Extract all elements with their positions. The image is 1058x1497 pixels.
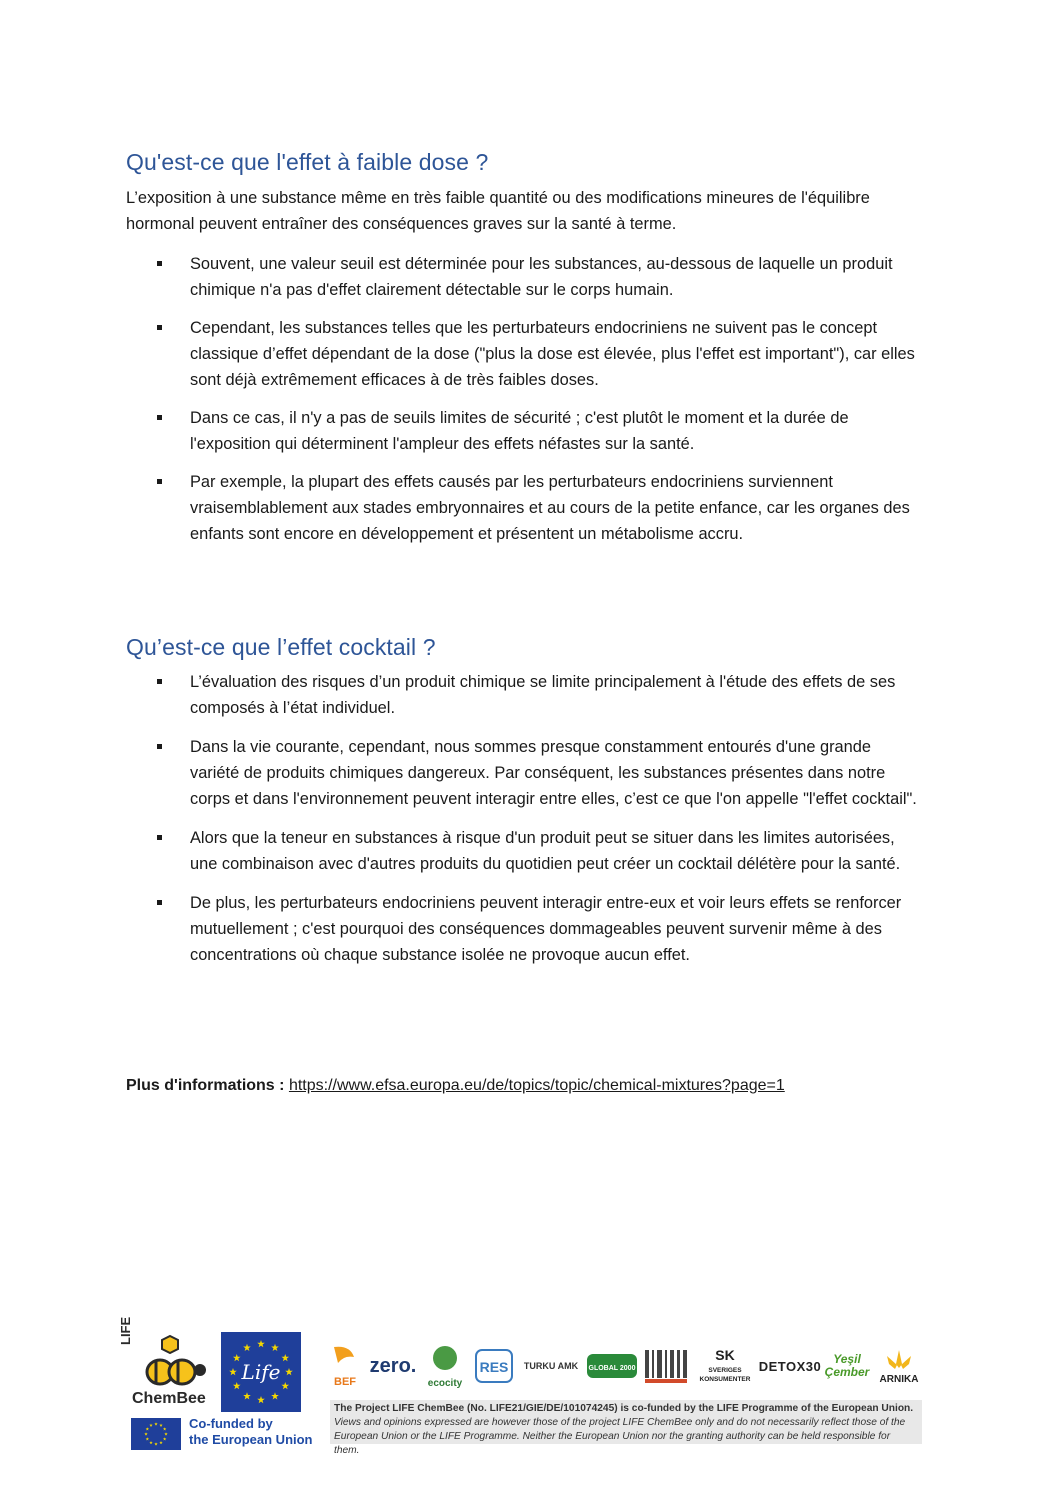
list-item-text: Souvent, une valeur seuil est déterminée pour les substances, au-dessous de laquelle un produit chimique n'a pas d'effet clairement détectable sur le corps humain. (190, 255, 893, 299)
cofunded-text (189, 1416, 313, 1448)
section-title-low-dose: Qu'est-ce que l'effet à faible dose ? (126, 149, 489, 175)
section-title-cocktail: Qu’est-ce que l’effet cocktail ? (126, 634, 436, 660)
partner-logo-yesil-cember: Yeşil Çember (824, 1352, 870, 1379)
partner-logo-sveriges (694, 1340, 756, 1392)
bullet-icon (157, 261, 162, 266)
svg-text:KONSUMENTER: KONSUMENTER (699, 1376, 751, 1383)
more-info-line (126, 1074, 785, 1098)
bullet-icon (157, 679, 162, 684)
chembee-life-label: LIFE (118, 1316, 133, 1345)
partner-logo-arnika (874, 1340, 924, 1392)
list-item (0, 405, 920, 457)
partner-logo-barcode (642, 1340, 690, 1392)
list-item (0, 315, 920, 393)
disclaimer-bold: The Project LIFE ChemBee (No. LIFE21/GIE/DE/101074245) is co-funded by the LIFE Programme of the European Union. (334, 1403, 914, 1414)
list-item (0, 669, 920, 721)
section-intro: L’exposition à une substance même en très faible quantité ou des modifications mineures de l'équilibre hormonal peuvent entraîner des conséquences graves sur la santé à terme. (126, 189, 870, 233)
bullet-icon (157, 479, 162, 484)
low-dose-bullet-list (0, 251, 920, 559)
bullet-icon (157, 900, 162, 905)
partner-logo-global2000 (586, 1340, 638, 1392)
svg-text:Life: Life (241, 1360, 281, 1384)
svg-text:SK: SK (715, 1347, 735, 1363)
partner-logos (328, 1340, 923, 1392)
list-item (0, 890, 920, 968)
bullet-icon (157, 835, 162, 840)
bullet-icon (157, 415, 162, 420)
list-item (0, 469, 920, 547)
partner-logo-turku: TURKU AMK (523, 1361, 579, 1371)
chembee-name-label: ChemBee (132, 1390, 206, 1407)
list-item-text: Cependant, les substances telles que les perturbateurs endocriniens ne suivent pas le concept classique d’effet dépendant de la dose ("plus la dose est élevée, plus l'effet est important"), car elles sont déjà extrêmement efficaces à de très faibles doses. (190, 319, 915, 389)
svg-text:GLOBAL 2000: GLOBAL 2000 (588, 1365, 636, 1372)
cocktail-bullet-list (0, 669, 920, 981)
partner-logo-bef (328, 1340, 362, 1392)
list-item-text: Par exemple, la plupart des effets causés par les perturbateurs endocriniens surviennent vraisemblablement aux stades embryonnaires et au cours de la petite enfance, car les organes des enfants sont encore en développement et présentent un métabolisme accru. (190, 473, 910, 543)
cofunded-line: the European Union (189, 1432, 313, 1447)
cofunded-line: Co-funded by (189, 1416, 273, 1431)
list-item-text: L’évaluation des risques d’un produit chimique se limite principalement à l'étude des effets de ses composés à l’état individuel. (190, 673, 896, 717)
list-item (0, 734, 920, 812)
svg-text:ARNIKA: ARNIKA (879, 1374, 919, 1385)
partner-logo-zero: zero. (369, 1354, 417, 1377)
disclaimer-italic: Views and opinions expressed are however those of the project LIFE ChemBee only and do not necessarily reflect those of the European Union or the LIFE Programme. Neither the European Union nor the granting authority can be held responsible for them. (334, 1417, 906, 1456)
more-info-label: Plus d'informations : (126, 1077, 285, 1094)
eu-flag-icon (131, 1418, 181, 1450)
partner-logo-res (474, 1340, 514, 1392)
list-item-text: De plus, les perturbateurs endocriniens peuvent interagir entre-eux et voir leurs effets se renforcer mutuellement ; c'est pourquoi des conséquences dommageables peuvent survenir même à des concentrations où chaque substance isolée ne provoque aucun effet. (190, 894, 902, 964)
bullet-icon (157, 325, 162, 330)
svg-text:RES: RES (479, 1359, 509, 1375)
list-item-text: Alors que la teneur en substances à risque d'un produit peut se situer dans les limites autorisées, une combinaison avec d'autres produits du quotidien peut créer un cocktail délétère pour la santé. (190, 829, 901, 873)
bullet-icon (157, 744, 162, 749)
partner-logo-detox: DETOX30 (758, 1358, 822, 1374)
svg-text:BEF: BEF (334, 1376, 356, 1388)
list-item-text: Dans ce cas, il n'y a pas de seuils limites de sécurité ; c'est plutôt le moment et la durée de l'exposition qui déterminent l'ampleur des effets néfastes sur la santé. (190, 409, 849, 453)
footer (0, 1316, 1058, 1460)
funding-disclaimer (330, 1400, 922, 1456)
list-item-text: Dans la vie courante, cependant, nous sommes presque constamment entourés d'une grande variété de produits chimiques dangereux. Par conséquent, les substances présentes dans notre corps et dans l'environnement peuvent interagir entre elles, c’est ce que l'on appelle "l'effet cocktail". (190, 738, 917, 808)
svg-text:ecocity: ecocity (427, 1378, 463, 1389)
list-item (0, 825, 920, 877)
list-item (0, 251, 920, 303)
eu-life-flag-logo (221, 1332, 301, 1412)
efsa-link[interactable]: https://www.efsa.europa.eu/de/topics/topic/chemical-mixtures?page=1 (288, 1077, 785, 1094)
partner-logo-ecocity (422, 1340, 468, 1392)
svg-text:SVERIGES: SVERIGES (708, 1367, 742, 1374)
